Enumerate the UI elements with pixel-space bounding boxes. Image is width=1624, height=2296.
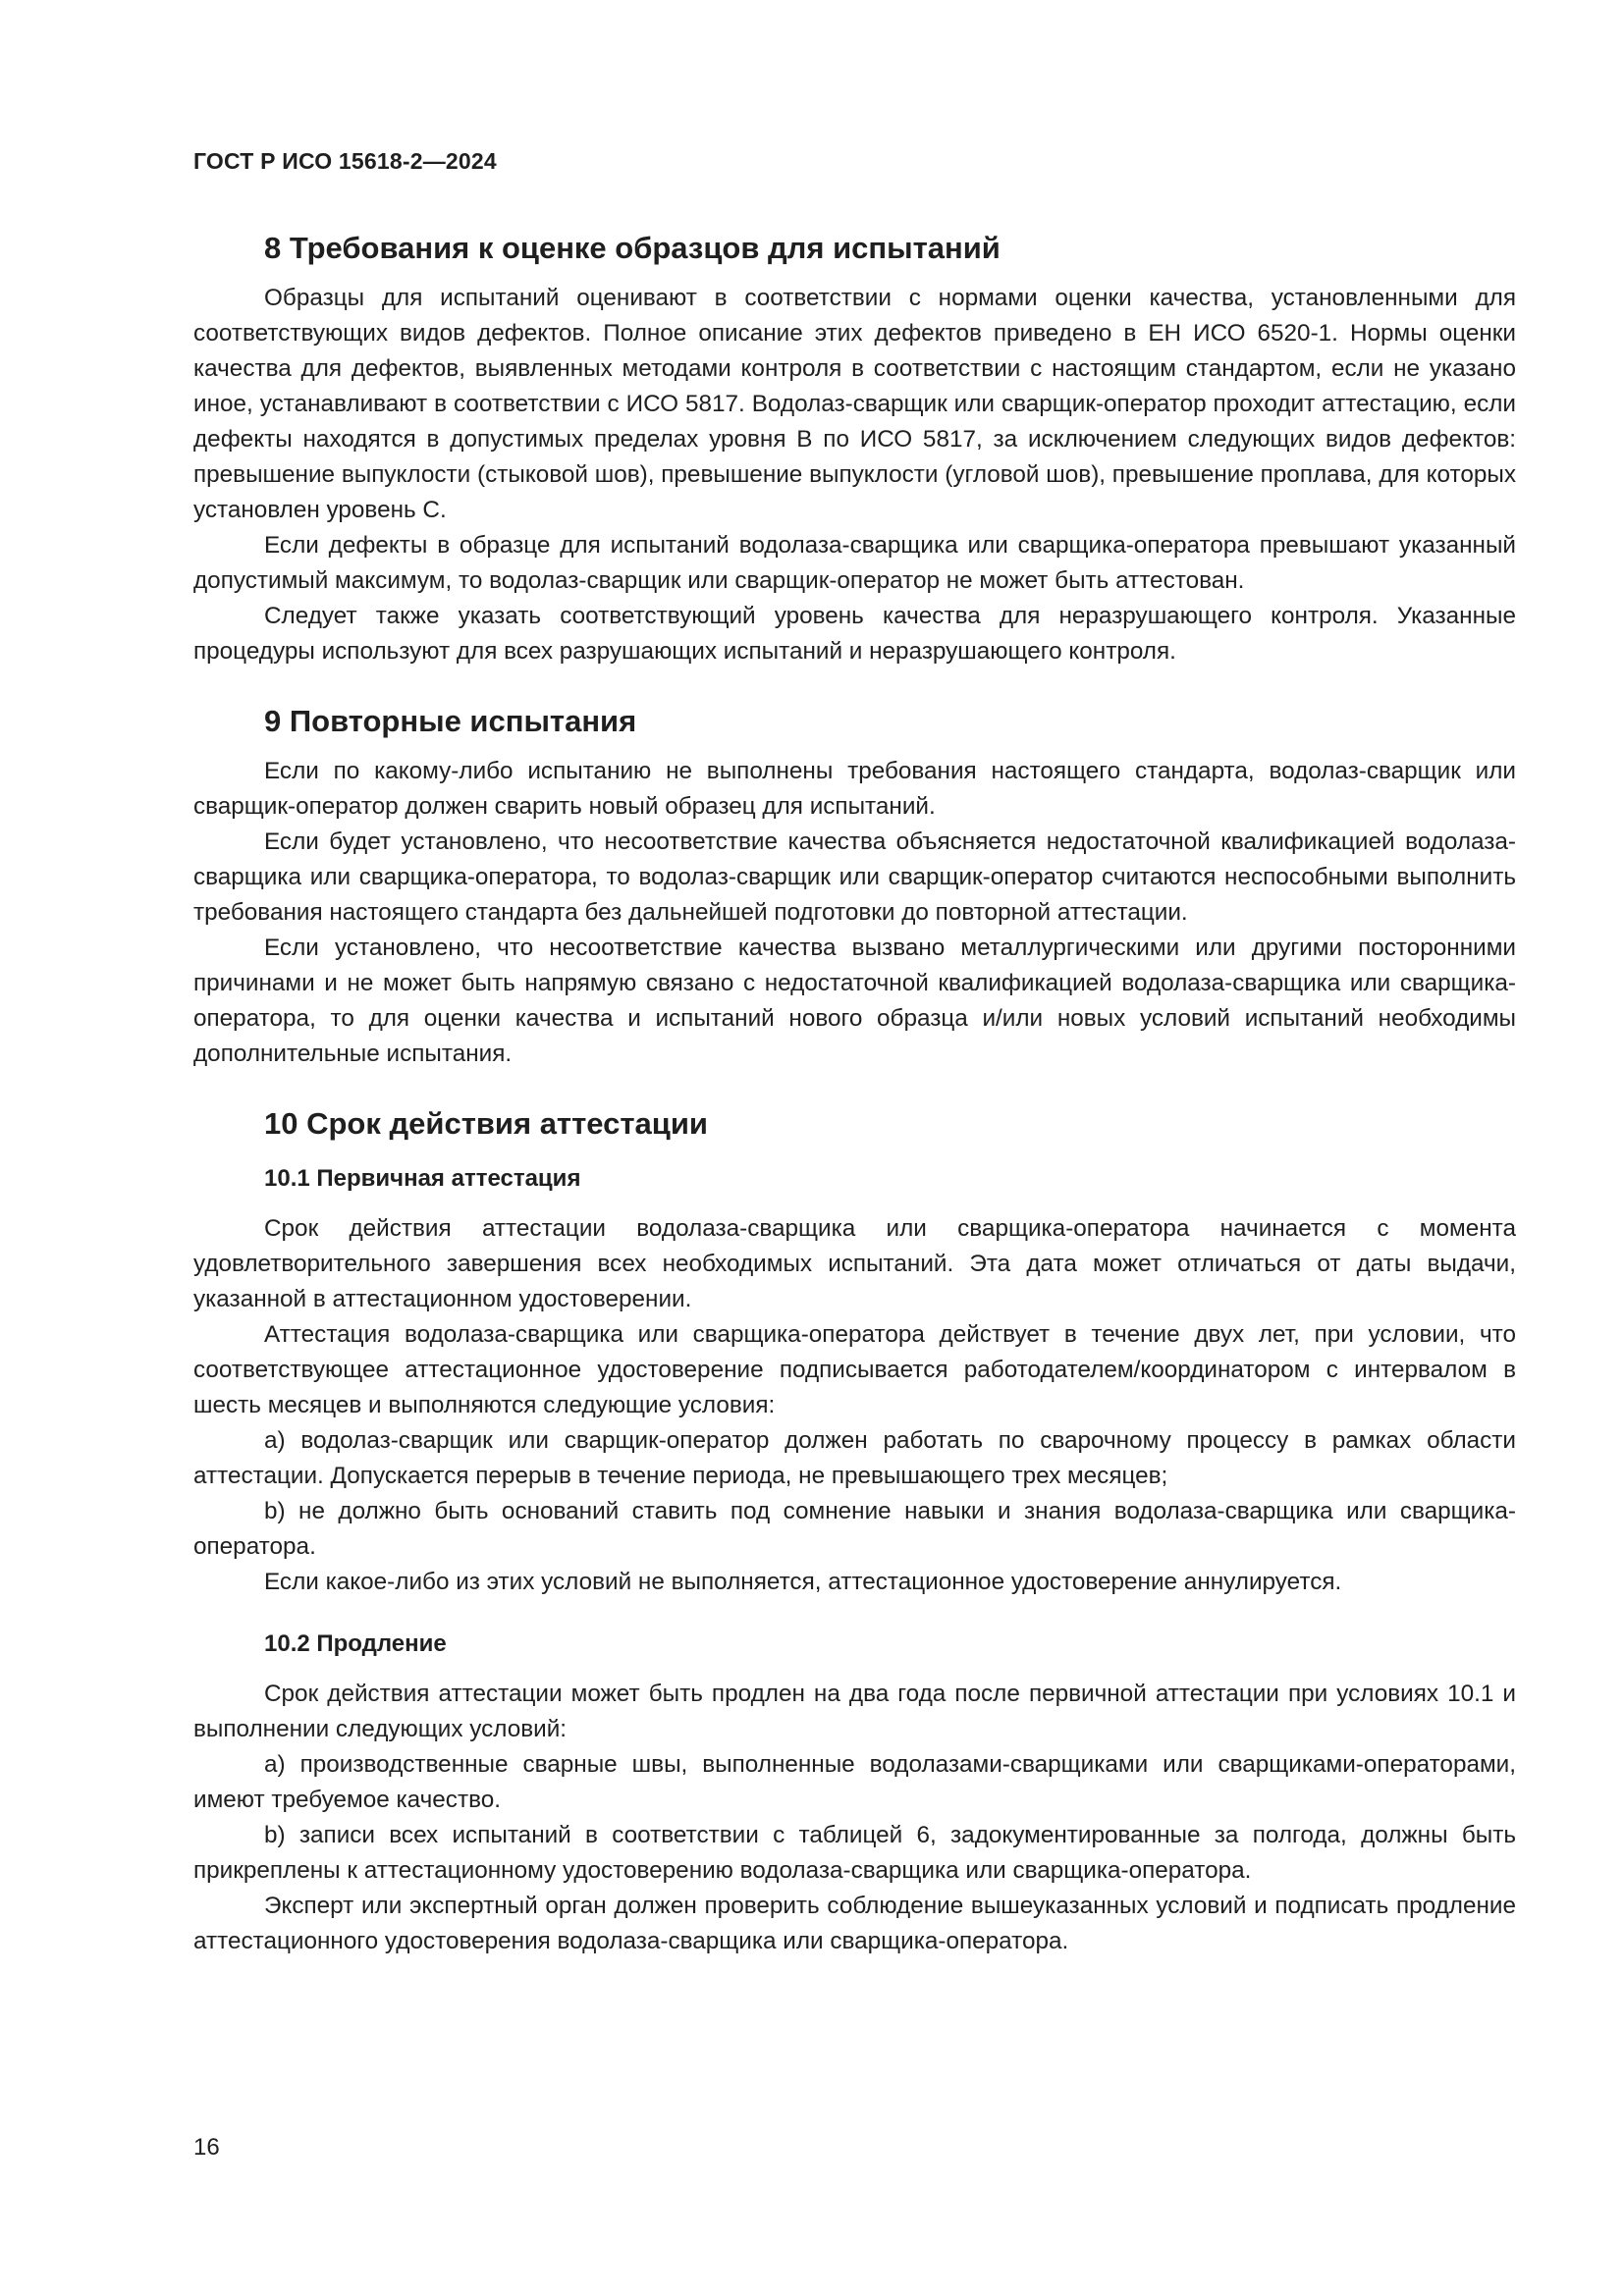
subsection-10-1-title: 10.1 Первичная аттестация xyxy=(264,1165,581,1192)
paragraph: Следует также указать соответствующий уровень качества для неразрушающего контроля. Указанные процедуры используют для всех разрушающих испытаний и неразрушающего контроля. xyxy=(193,603,1516,665)
paragraph: Срок действия аттестации может быть продлен на два года после первичной аттестации при условиях 10.1 и выполнении следующих условий: xyxy=(193,1681,1516,1742)
list-item-a: a) водолаз-сварщик или сварщик-оператор должен работать по сварочному процессу в рамках области аттестации. Допускается перерыв в течение периода, не превышающего трех месяцев; xyxy=(193,1427,1516,1489)
section-9 xyxy=(193,703,1516,1072)
section-10-title: 10 Срок действия аттестации xyxy=(264,1106,708,1141)
paragraph: Если дефекты в образце для испытаний водолаза-сварщика или сварщика-оператора превышают указанный допустимый максимум, то водолаз-сварщик или сварщик-оператор не может быть аттестован. xyxy=(193,532,1516,594)
list-item-b: b) не должно быть оснований ставить под сомнение навыки и знания водолаза-сварщика или сварщика-оператора. xyxy=(193,1498,1516,1560)
paragraph: Срок действия аттестации водолаза-сварщика или сварщика-оператора начинается с момента удовлетворительного завершения всех необходимых испытаний. Эта дата может отличаться от даты выдачи, указанной в аттестационном удостоверении. xyxy=(193,1215,1516,1312)
paragraph: Образцы для испытаний оценивают в соответствии с нормами оценки качества, установленными для соответствующих видов дефектов. Полное описание этих дефектов приведено в ЕН ИСО 6520-1. Нормы оценки качества для дефектов, выявленных методами контроля в соответствии с настоящим стандартом, если не указано иное, устанавливают в соответствии с ИСО 5817. Водолаз-сварщик или сварщик-оператор проходит аттестацию, если дефекты находятся в допустимых пределах уровня В по ИСО 5817, за исключением следующих видов дефектов: превышение выпуклости (стыковой шов), превышение выпуклости (угловой шов), превышение проплава, для которых установлен уровень С. xyxy=(193,285,1516,523)
paragraph: Если по какому-либо испытанию не выполнены требования настоящего стандарта, водолаз-сварщик или сварщик-оператор должен сварить новый образец для испытаний. xyxy=(193,758,1516,820)
paragraph: Если будет установлено, что несоответствие качества объясняется недостаточной квалификацией водолаза-сварщика или сварщика-оператора, то водолаз-сварщик или сварщик-оператор считаются неспособными выполнить требования настоящего стандарта без дальнейшей подготовки до повторной аттестации. xyxy=(193,828,1516,926)
section-10 xyxy=(193,1105,1516,1959)
page-number: 16 xyxy=(193,2134,220,2161)
paragraph: Если установлено, что несоответствие качества вызвано металлургическими или другими посторонними причинами и не может быть напрямую связано с недостаточной квалификацией водолаза-сварщика или сварщика-оператора, то для оценки качества и испытаний нового образца и/или новых условий испытаний необходимы дополнительные испытания. xyxy=(193,934,1516,1067)
list-item-a: a) производственные сварные швы, выполненные водолазами-сварщиками или сварщиками-операторами, имеют требуемое качество. xyxy=(193,1751,1516,1813)
section-9-title: 9 Повторные испытания xyxy=(264,704,637,738)
document-page xyxy=(193,147,1516,1959)
section-8 xyxy=(193,230,1516,669)
standard-designation: ГОСТ Р ИСО 15618-2—2024 xyxy=(193,148,497,174)
list-item-b: b) записи всех испытаний в соответствии с таблицей 6, задокументированные за полгода, должны быть прикреплены к аттестационному удостоверению водолаза-сварщика или сварщика-оператора. xyxy=(193,1822,1516,1884)
paragraph: Аттестация водолаза-сварщика или сварщика-оператора действует в течение двух лет, при условии, что соответствующее аттестационное удостоверение подписывается работодателем/координатором с интервалом в шесть месяцев и выполняются следующие условия: xyxy=(193,1321,1516,1418)
paragraph: Если какое-либо из этих условий не выполняется, аттестационное удостоверение аннулируется. xyxy=(264,1569,1342,1595)
subsection-10-2-title: 10.2 Продление xyxy=(264,1630,447,1657)
paragraph: Эксперт или экспертный орган должен проверить соблюдение вышеуказанных условий и подписать продление аттестационного удостоверения водолаза-сварщика или сварщика-оператора. xyxy=(193,1893,1516,1954)
section-8-title: 8 Требования к оценке образцов для испытаний xyxy=(264,231,1001,265)
